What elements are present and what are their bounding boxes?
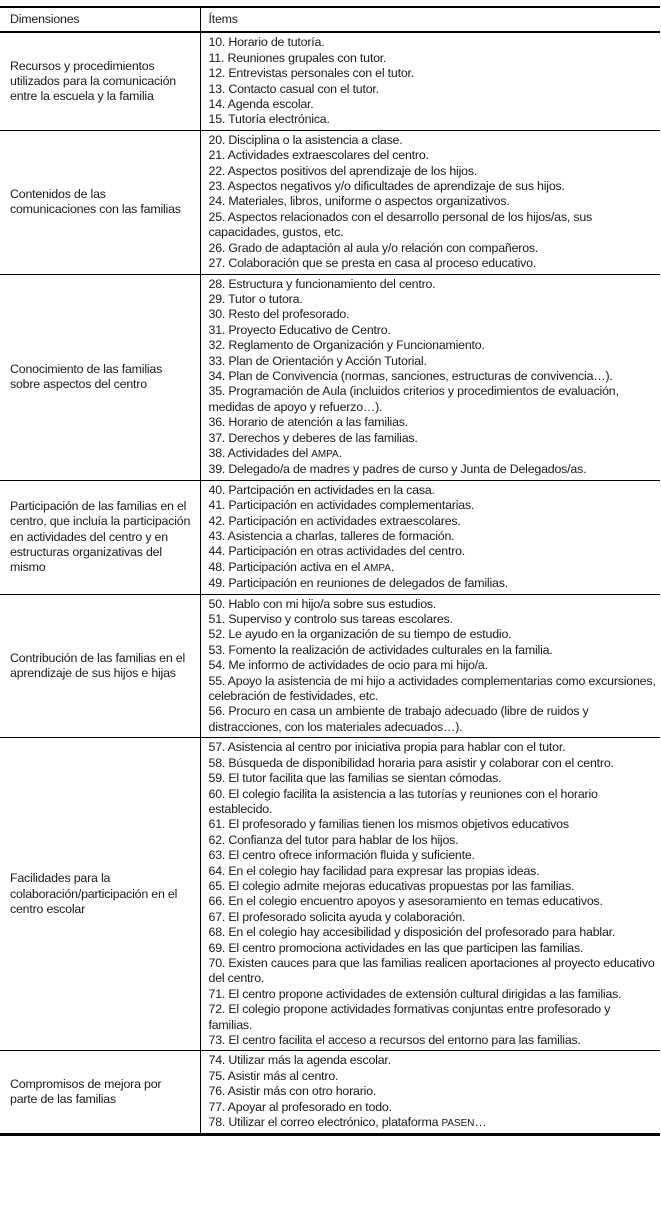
item-line: 41. Participación en actividades complementarias. <box>208 498 475 513</box>
item-line: 72. El colegio propone actividades formativas conjuntas entre profesorado y familias. <box>208 1002 611 1032</box>
item-line: 29. Tutor o tutora. <box>208 291 303 306</box>
item-line: 37. Derechos y deberes de las familias. <box>208 430 418 445</box>
item-line: 26. Grado de adaptación al aula y/o relación con compañeros. <box>208 240 539 255</box>
item-line: 54. Me informo de actividades de ocio para mi hijo/a. <box>208 658 488 673</box>
item-line: 44. Participación en otras actividades del centro. <box>208 544 466 559</box>
item-line: 64. En el colegio hay facilidad para expresar las propias ideas. <box>208 863 540 878</box>
item-line: 61. El profesorado y familias tienen los mismos objetivos educativos <box>208 817 569 832</box>
item-line: 49. Participación en reuniones de delegados de familias. <box>208 576 508 591</box>
item-line: 40. Partcipación en actividades en la casa. <box>208 482 435 497</box>
table-body <box>0 32 660 1135</box>
item-line: 12. Entrevistas personales con el tutor. <box>208 66 415 81</box>
item-line: 11. Reuniones grupales con tutor. <box>208 50 387 65</box>
item-line: 24. Materiales, libros, uniforme o aspectos organizativos. <box>208 194 510 209</box>
item-line: 67. El profesorado solicita ayuda y colaboración. <box>208 909 466 924</box>
item-line: 33. Plan de Orientación y Acción Tutorial. <box>208 353 427 368</box>
item-line: 70. Existen cauces para que las familias realicen aportaciones al proyecto educativo del centro. <box>208 955 655 986</box>
item-line: 36. Horario de atención a las familias. <box>208 415 409 430</box>
dimension-cell: Participación de las familias en el centro, que incluía la participación en actividades del centro y en estructuras organizativas del mismo <box>0 480 200 594</box>
item-line: 56. Procuro en casa un ambiente de trabajo adecuado (libre de ruidos y distracciones, con los materiales adecuados…). <box>208 704 589 734</box>
item-line: 78. Utilizar el correo electrónico, plataforma PASEN… <box>208 1115 487 1130</box>
smallcaps-acronym: AMPA <box>311 448 339 460</box>
item-line: 77. Apoyar al profesorado en todo. <box>208 1099 392 1114</box>
item-line: 74. Utilizar más la agenda escolar. <box>208 1053 391 1068</box>
dimension-row <box>0 738 660 1051</box>
items-cell <box>200 274 660 480</box>
item-line: 22. Aspectos positivos del aprendizaje de los hijos. <box>208 163 478 178</box>
item-line: 42. Participación en actividades extraescolares. <box>208 513 461 528</box>
item-line: 34. Plan de Convivencia (normas, sanciones, estructuras de convivencia…). <box>208 368 613 383</box>
table-header-row <box>0 7 660 32</box>
item-line: 28. Estructura y funcionamiento del centro. <box>208 276 436 291</box>
item-line: 60. El colegio facilita la asistencia a las tutorías y reuniones con el horario establecido. <box>208 786 598 816</box>
item-line: 23. Aspectos negativos y/o dificultades de aprendizaje de sus hijos. <box>208 179 565 194</box>
item-line: 52. Le ayudo en la organización de su tiempo de estudio. <box>208 627 512 642</box>
item-line: 59. El tutor facilita que las familias se sientan cómodas. <box>208 771 502 786</box>
column-header-dimensiones: Dimensiones <box>0 7 200 32</box>
item-line: 53. Fomento la realización de actividades culturales en la familia. <box>208 642 553 657</box>
dimension-cell: Contenidos de las comunicaciones con las familias <box>0 130 200 274</box>
items-cell <box>200 594 660 738</box>
item-line: 65. El colegio admite mejoras educativas propuestas por las familias. <box>208 878 575 893</box>
item-line: 76. Asistir más con otro horario. <box>208 1084 377 1099</box>
item-line: 68. En el colegio hay accesibilidad y disposición del profesorado para hablar. <box>208 925 616 940</box>
dimension-row <box>0 32 660 130</box>
item-line: 58. Búsqueda de disponibilidad horaria para asistir y colaborar con el centro. <box>208 755 614 770</box>
item-line: 75. Asistir más al centro. <box>208 1068 339 1083</box>
item-line: 10. Horario de tutoría. <box>208 35 325 50</box>
item-line: 21. Actividades extraescolares del centro. <box>208 148 429 163</box>
smallcaps-acronym: PASEN <box>441 1118 475 1130</box>
item-line: 25. Aspectos relacionados con el desarrollo personal de los hijos/as, sus capacidades, gustos, etc. <box>208 209 593 240</box>
item-line: 57. Asistencia al centro por iniciativa propia para hablar con el tutor. <box>208 740 566 755</box>
item-line: 43. Asistencia a charlas, talleres de formación. <box>208 529 455 543</box>
items-cell <box>200 738 660 1051</box>
item-line: 13. Contacto casual con el tutor. <box>208 81 379 96</box>
items-cell <box>200 480 660 594</box>
item-line: 71. El centro propone actividades de extensión cultural dirigidas a las familias. <box>208 986 622 1001</box>
item-line: 38. Actividades del AMPA. <box>208 445 342 460</box>
dimension-cell: Recursos y procedimientos utilizados para la comunicación entre la escuela y la familia <box>0 32 200 130</box>
dimensions-items-table <box>0 6 660 1136</box>
item-line: 31. Proyecto Educativo de Centro. <box>208 322 391 337</box>
item-line: 55. Apoyo la asistencia de mi hijo a actividades complementarias como excursiones, celebración de festividades, etc. <box>208 673 656 704</box>
dimension-row <box>0 274 660 480</box>
dimension-row <box>0 594 660 738</box>
dimension-cell: Conocimiento de las familias sobre aspectos del centro <box>0 274 200 480</box>
items-cell <box>200 32 660 130</box>
items-cell <box>200 1051 660 1135</box>
item-line: 66. En el colegio encuentro apoyos y asesoramiento en temas educativos. <box>208 894 603 909</box>
dimension-cell: Compromisos de mejora por parte de las familias <box>0 1051 200 1135</box>
item-line: 27. Colaboración que se presta en casa al proceso educativo. <box>208 256 537 271</box>
item-line: 51. Superviso y controlo sus tareas escolares. <box>208 612 453 627</box>
column-header-items: Ítems <box>200 7 660 32</box>
item-line: 73. El centro facilita el acceso a recursos del entorno para las familias. <box>208 1033 581 1047</box>
item-line: 69. El centro promociona actividades en las que participen las familias. <box>208 940 584 955</box>
items-cell <box>200 130 660 274</box>
smallcaps-acronym: AMPA <box>363 562 391 574</box>
item-line: 62. Confianza del tutor para hablar de los hijos. <box>208 832 459 847</box>
item-line: 14. Agenda escolar. <box>208 97 314 112</box>
item-line: 15. Tutoría electrónica. <box>208 112 330 127</box>
item-line: 32. Reglamento de Organización y Funcionamiento. <box>208 338 485 353</box>
item-line: 20. Disciplina o la asistencia a clase. <box>208 132 403 147</box>
item-line: 48. Participación activa en el AMPA. <box>208 559 395 574</box>
item-line: 39. Delegado/a de madres y padres de curso y Junta de Delegados/as. <box>208 462 587 477</box>
dimension-row <box>0 1051 660 1135</box>
item-line: 35. Programación de Aula (incluidos criterios y procedimientos de evaluación, medidas de apoyo y refuerzo…). <box>208 384 619 414</box>
dimension-row <box>0 130 660 274</box>
item-line: 63. El centro ofrece información fluida y suficiente. <box>208 848 475 863</box>
item-line: 30. Resto del profesorado. <box>208 307 350 322</box>
item-line: 50. Hablo con mi hijo/a sobre sus estudios. <box>208 596 437 611</box>
dimension-cell: Contribución de las familias en el aprendizaje de sus hijos e hijas <box>0 594 200 738</box>
dimension-row <box>0 480 660 594</box>
dimension-cell: Facilidades para la colaboración/participación en el centro escolar <box>0 738 200 1051</box>
